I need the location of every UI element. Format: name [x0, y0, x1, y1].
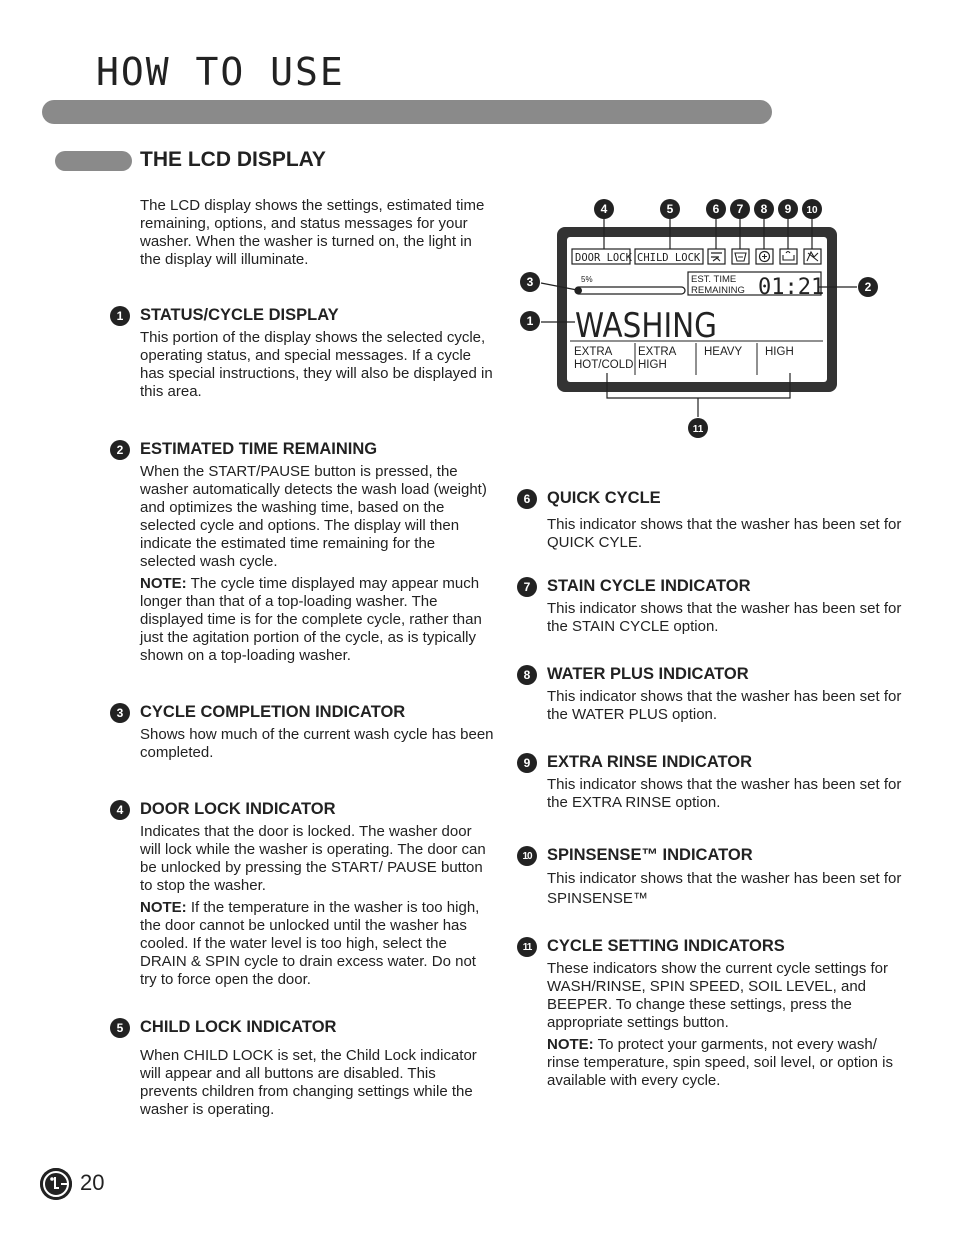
item-number-badge: 10: [517, 846, 537, 866]
setting-spin-speed-line2: HIGH: [638, 359, 667, 371]
item-body: This portion of the display shows the selected cycle, operating status, and special messages. If a cycle has special instructions, they will also be displayed in this area.: [140, 329, 493, 400]
item-body: This indicator shows that the washer has been set for QUICK CYLE.: [547, 516, 902, 551]
item-extra-rinse-indicator: [523, 752, 902, 812]
setting-wash-rinse-line2: HOT/COLD: [574, 359, 634, 371]
est-time-label-line1: EST. TIME: [691, 274, 737, 285]
callout-number-5: 5: [666, 202, 674, 216]
item-title: STAIN CYCLE INDICATOR: [547, 577, 751, 595]
item-body: This indicator shows that the washer has been set for the STAIN CYCLE option.: [547, 600, 902, 635]
callout-number-10: 10: [806, 205, 818, 216]
page-header-title: HOW TO USE: [96, 50, 345, 94]
callout-number-9: 9: [784, 202, 792, 216]
item-body: This indicator shows that the washer has been set for the EXTRA RINSE option.: [547, 776, 902, 811]
lg-logo-icon: [40, 1168, 72, 1200]
note-text: If the temperature in the washer is too high, the door cannot be unlocked until the washer has cooled. If the water level is too high, select the DRAIN & SPIN cycle to drain excess water. Do not try to force open the door.: [140, 899, 480, 988]
time-remaining: 01:21: [758, 275, 825, 300]
callout-number-6: 6: [712, 202, 720, 216]
door-lock-label: DOOR LOCK: [575, 252, 632, 264]
item-quick-cycle: [523, 488, 902, 552]
item-title: STATUS/CYCLE DISPLAY: [140, 306, 339, 324]
est-time-label-line2: REMAINING: [691, 285, 745, 296]
child-lock-label: CHILD LOCK: [637, 252, 701, 264]
progress-fill: [575, 287, 582, 294]
item-body: Indicates that the door is locked. The washer door will lock while the washer is operating. The door can be unlocked by pressing the START/ PAUSE button to stop the washer.: [140, 823, 486, 894]
callout-number-8: 8: [760, 202, 768, 216]
item-body: Shows how much of the current wash cycle has been completed.: [140, 726, 494, 761]
item-estimated-time-remaining: [116, 439, 495, 665]
item-child-lock-indicator: [116, 1017, 495, 1119]
item-note: [140, 899, 495, 989]
item-stain-cycle-indicator: [523, 576, 902, 636]
item-number-badge: 4: [110, 800, 130, 820]
callout-number-3: 3: [526, 275, 534, 289]
intro-paragraph: The LCD display shows the settings, estimated time remaining, options, and status messages for your washer. When the washer is turned on, the light in the display will illuminate.: [140, 197, 485, 268]
item-number-badge: 5: [110, 1018, 130, 1038]
section-title: THE LCD DISPLAY: [140, 148, 326, 171]
progress-label: 5%: [581, 275, 593, 284]
item-title: SPINSENSE™ INDICATOR: [547, 846, 753, 864]
setting-soil-level: HEAVY: [704, 346, 743, 358]
callout-number-1: 1: [526, 314, 534, 328]
item-number-badge: 9: [517, 753, 537, 773]
item-body: This indicator shows that the washer has been set for SPINSENSE™: [547, 870, 902, 907]
item-water-plus-indicator: [523, 664, 902, 724]
item-note: [140, 575, 495, 665]
item-number-badge: 1: [110, 306, 130, 326]
item-title: DOOR LOCK INDICATOR: [140, 800, 336, 818]
note-text: The cycle time displayed may appear much longer than that of a top-loading washer. The displayed time is for the complete cycle, rather than just the agitation portion of the cycle, as is typically shown on a top-loading washer.: [140, 575, 482, 664]
header-bar: [42, 100, 772, 124]
item-number-badge: 7: [517, 577, 537, 597]
lcd-illustration: [515, 195, 885, 445]
item-door-lock-indicator: [116, 799, 495, 989]
note-label: NOTE:: [547, 1036, 594, 1053]
setting-beeper: HIGH: [765, 346, 794, 358]
callout-number-7: 7: [736, 202, 744, 216]
callout-number-11: 11: [692, 424, 704, 435]
item-title: EXTRA RINSE INDICATOR: [547, 753, 753, 771]
setting-wash-rinse-line1: EXTRA: [574, 346, 613, 358]
item-cycle-setting-indicators: [522, 936, 902, 1090]
item-number-badge: 11: [517, 937, 537, 957]
item-title: CYCLE SETTING INDICATORS: [547, 937, 785, 955]
item-title: ESTIMATED TIME REMAINING: [140, 440, 378, 458]
item-number-badge: 3: [110, 703, 130, 723]
item-title: CHILD LOCK INDICATOR: [140, 1018, 337, 1036]
item-body: These indicators show the current cycle settings for WASH/RINSE, SPIN SPEED, SOIL LEVEL, and BEEPER. To change these settings, press the appropriate settings button.: [547, 960, 888, 1031]
note-label: NOTE:: [140, 575, 187, 592]
item-body: This indicator shows that the washer has been set for the WATER PLUS option.: [547, 688, 902, 723]
item-number-badge: 2: [110, 440, 130, 460]
setting-spin-speed-line1: EXTRA: [638, 346, 677, 358]
item-cycle-completion-indicator: [116, 702, 495, 762]
section-pill: [55, 151, 132, 171]
item-number-badge: 8: [517, 665, 537, 685]
item-body: When the START/PAUSE button is pressed, the washer automatically detects the wash load (weight) and optimizes the washing time, based on the selected cycle and options. The display will then indicate the estimated time remaining for the selected wash cycle.: [140, 463, 487, 570]
note-label: NOTE:: [140, 899, 187, 916]
item-body: When CHILD LOCK is set, the Child Lock indicator will appear and all buttons are disabled. This prevents children from changing settings while the washer is operating.: [140, 1047, 477, 1118]
item-title: CYCLE COMPLETION INDICATOR: [140, 703, 406, 721]
callout-number-4: 4: [600, 202, 608, 216]
item-title: WATER PLUS INDICATOR: [547, 665, 749, 683]
item-title: QUICK CYCLE: [547, 489, 661, 507]
item-note: [547, 1036, 902, 1090]
page-number: 20: [80, 1170, 105, 1195]
status-text: WASHING: [575, 306, 717, 346]
item-status-cycle-display: [116, 305, 495, 401]
item-spinsense-indicator: [522, 845, 902, 909]
note-text: To protect your garments, not every wash/ rinse temperature, spin speed, soil level, or option is available with every cycle.: [547, 1036, 894, 1089]
callout-number-2: 2: [864, 280, 872, 294]
item-number-badge: 6: [517, 489, 537, 509]
lcd-diagram: [515, 195, 885, 445]
